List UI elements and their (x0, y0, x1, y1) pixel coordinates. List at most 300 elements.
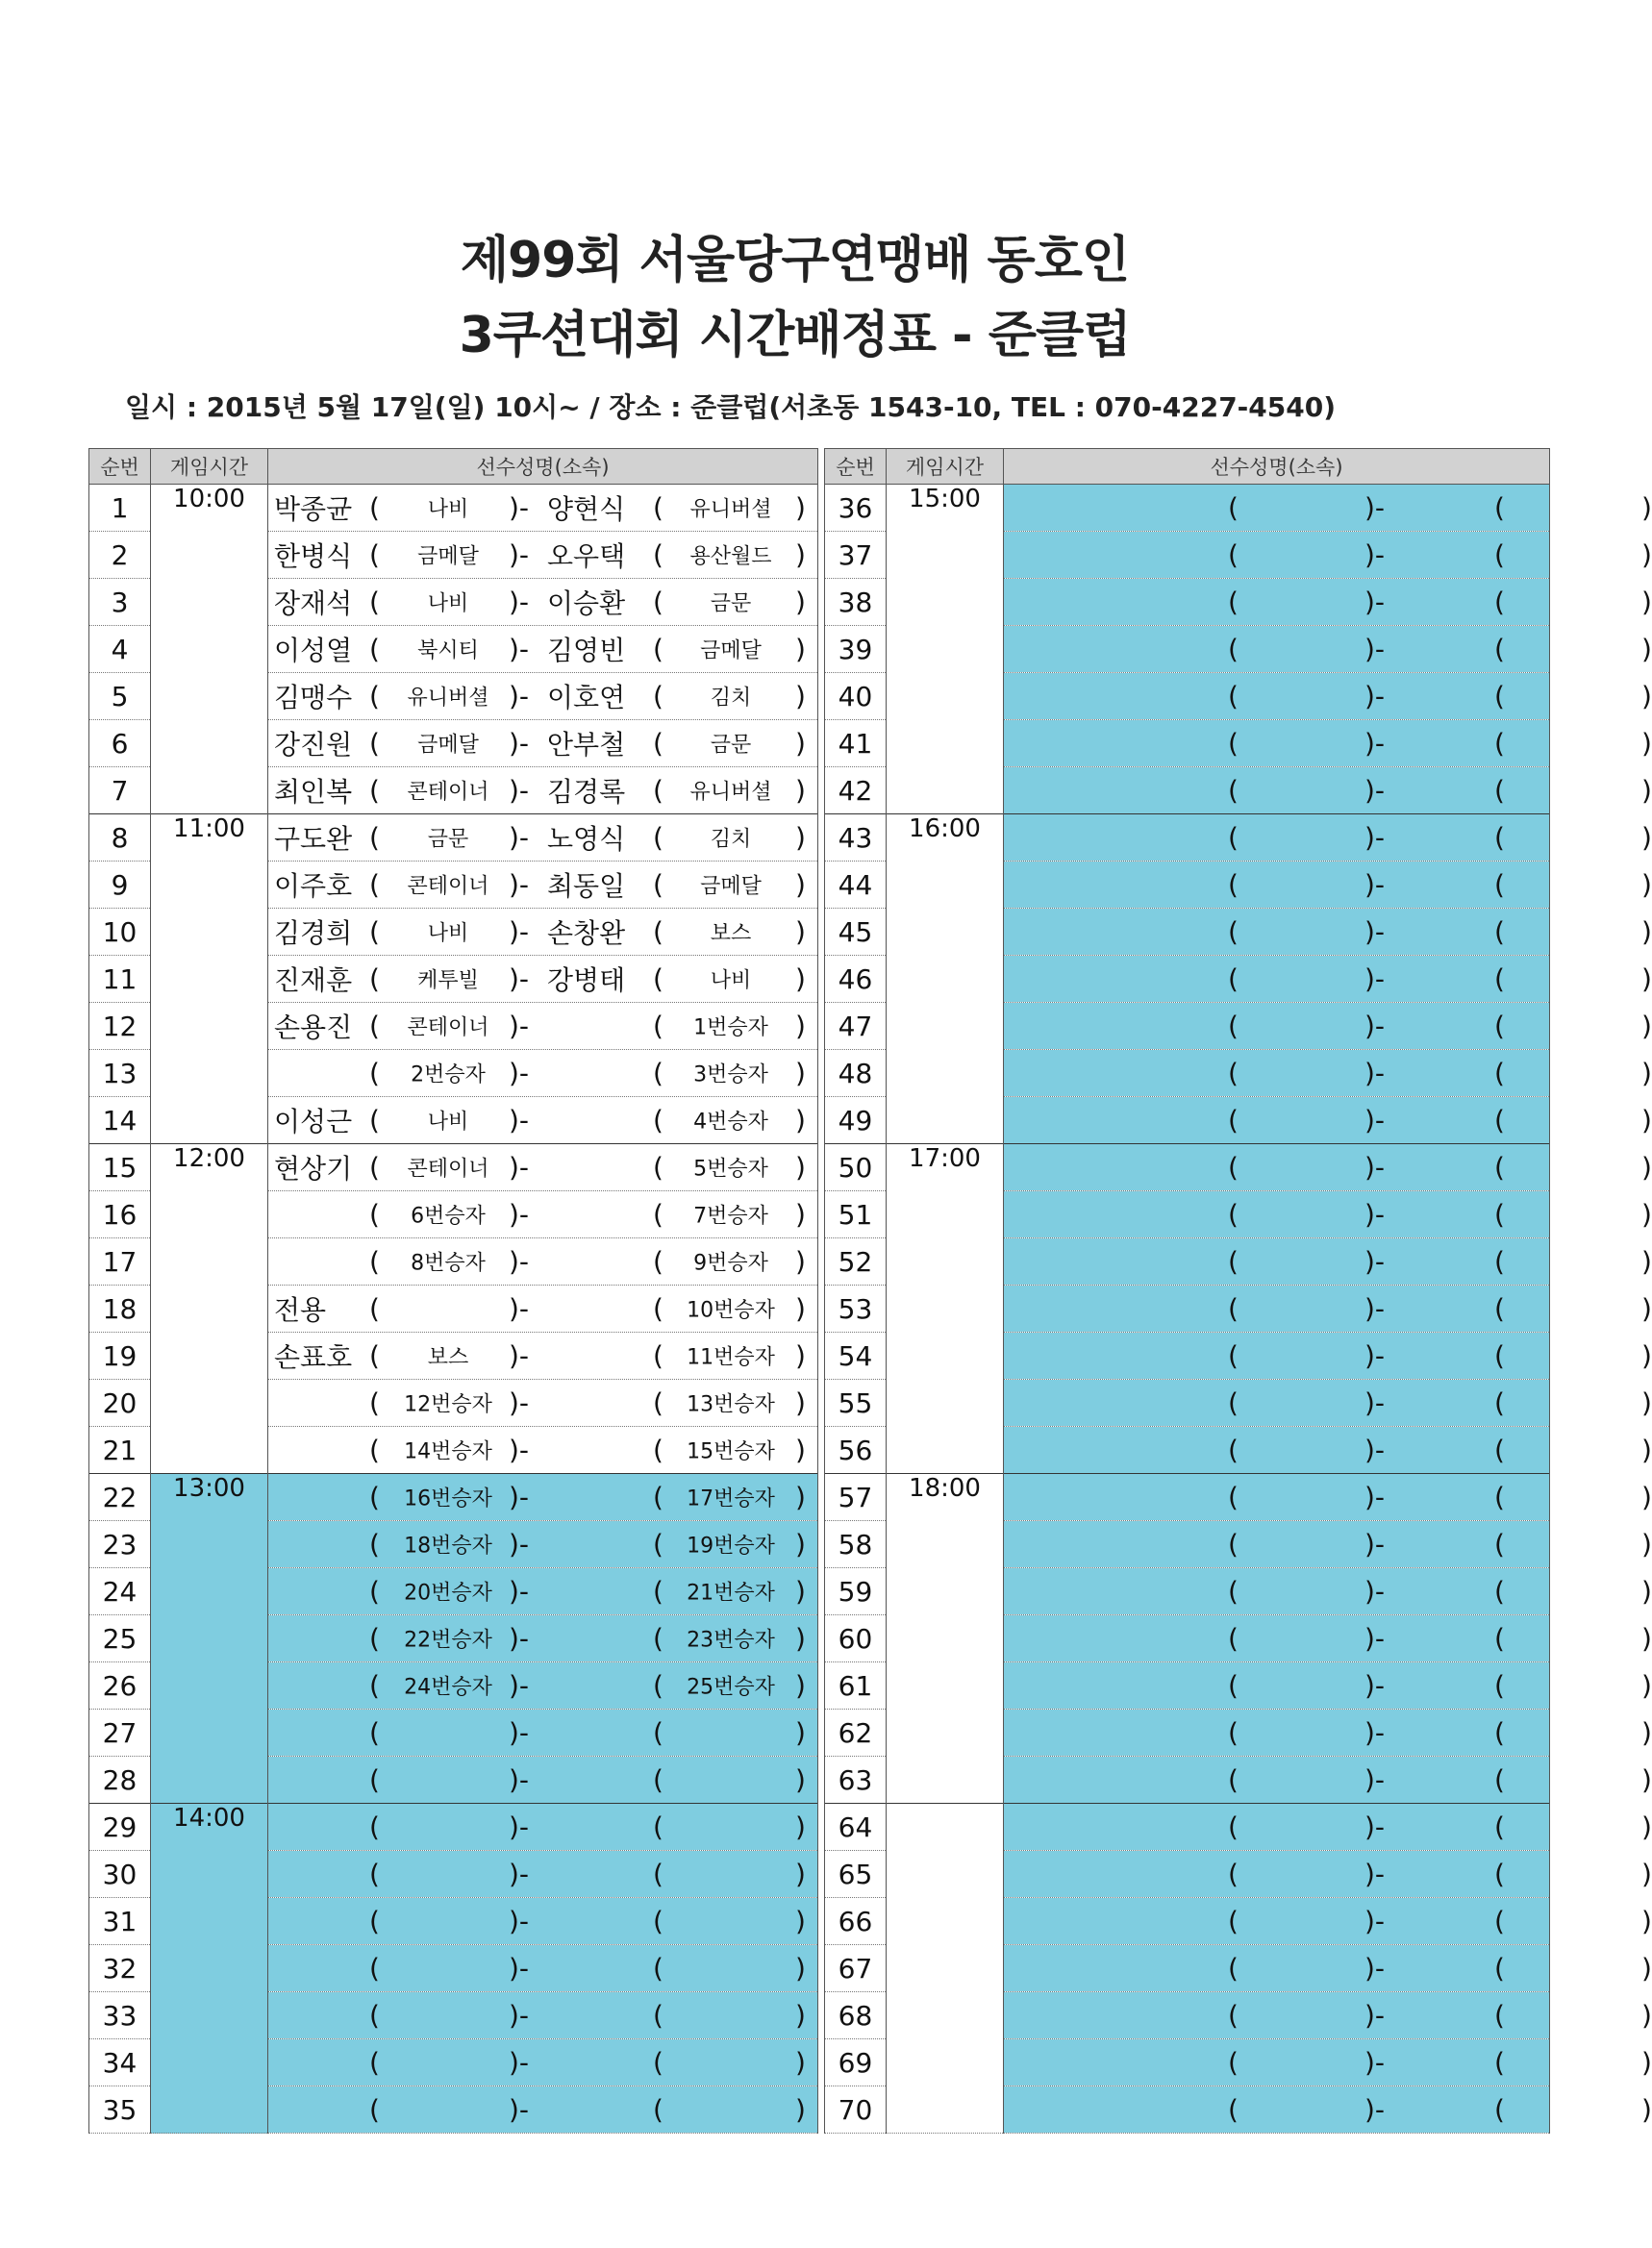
paren-close: ) (795, 1716, 806, 1749)
paren-close: ) (1641, 1905, 1652, 1937)
paren-open: ( (1228, 491, 1239, 524)
match-number: 31 (89, 1898, 151, 1945)
player1-name: 구도완 (274, 823, 353, 855)
paren-open: ( (369, 1481, 380, 1513)
players-cell (1004, 1144, 1652, 1191)
paren-open: ( (1494, 1952, 1505, 1985)
paren-close-dash: )- (1364, 1622, 1386, 1655)
paren-open: ( (1228, 1198, 1239, 1231)
match-number: 24 (89, 1568, 151, 1615)
player2-affiliation: 13번승자 (687, 1392, 775, 1417)
player2-affiliation: 3번승자 (693, 1062, 768, 1087)
match-number: 43 (825, 814, 887, 862)
paren-close: ) (1641, 868, 1652, 901)
paren-open: ( (1228, 586, 1239, 618)
paren-open: ( (369, 1622, 380, 1655)
player2-name: 안부철 (547, 729, 626, 761)
paren-close: ) (795, 915, 806, 948)
player2-name: 오우택 (547, 540, 626, 572)
match-number: 48 (825, 1050, 887, 1097)
player1-name: 이성근 (274, 1106, 353, 1137)
paren-close-dash: )- (509, 1104, 530, 1136)
paren-close: ) (1641, 1763, 1652, 1796)
paren-open: ( (1494, 821, 1505, 854)
paren-open: ( (653, 1811, 663, 1843)
table-row (825, 485, 1550, 532)
players-cell (1004, 1097, 1652, 1144)
paren-open: ( (653, 1339, 663, 1372)
paren-close-dash: )- (1364, 727, 1386, 760)
paren-close: ) (1641, 1481, 1652, 1513)
match-number: 2 (89, 532, 151, 579)
paren-open: ( (1228, 2046, 1239, 2079)
title-line-1: 제99회 서울당구연맹배 동호인 (460, 232, 1130, 289)
table-header (89, 449, 818, 485)
paren-close-dash: )- (1364, 586, 1386, 618)
paren-close-dash: )- (1364, 1057, 1386, 1089)
player1-affiliation: 20번승자 (404, 1581, 492, 1606)
players-cell (268, 1097, 818, 1144)
paren-open: ( (653, 1905, 663, 1937)
player2-name: 양현식 (547, 493, 626, 525)
players-cell (268, 1521, 818, 1568)
paren-open: ( (369, 1528, 380, 1561)
header-time: 게임시간 (151, 449, 268, 485)
match-number: 37 (825, 532, 887, 579)
paren-open: ( (653, 1481, 663, 1513)
player2-affiliation: 금문 (710, 733, 752, 758)
players-cell (1004, 2086, 1652, 2134)
paren-open: ( (653, 1575, 663, 1608)
paren-open: ( (369, 2046, 380, 2079)
players-cell (1004, 1757, 1652, 1804)
match-number: 18 (89, 1286, 151, 1333)
table-row (89, 1804, 818, 1851)
paren-close-dash: )- (509, 2093, 530, 2126)
player2-affiliation: 4번승자 (693, 1110, 768, 1135)
player2-name: 이승환 (547, 587, 626, 619)
paren-open: ( (1494, 1905, 1505, 1937)
paren-open: ( (1494, 1575, 1505, 1608)
player2-affiliation: 김치 (710, 686, 752, 711)
match-number: 20 (89, 1380, 151, 1427)
player1-name: 장재석 (274, 587, 353, 619)
players-cell (1004, 532, 1652, 579)
paren-open: ( (1494, 680, 1505, 712)
paren-close: ) (795, 727, 806, 760)
paren-open: ( (653, 1434, 663, 1466)
paren-open: ( (369, 774, 380, 807)
match-number: 4 (89, 626, 151, 673)
header-time: 게임시간 (887, 449, 1004, 485)
players-cell (1004, 1710, 1652, 1757)
player1-name: 전용 (274, 1294, 327, 1326)
players-cell (268, 532, 818, 579)
players-cell (268, 814, 818, 862)
match-number: 52 (825, 1238, 887, 1286)
paren-open: ( (369, 1669, 380, 1702)
player1-affiliation: 8번승자 (411, 1251, 486, 1276)
players-cell (268, 1615, 818, 1662)
paren-close: ) (1641, 774, 1652, 807)
paren-open: ( (653, 1057, 663, 1089)
paren-close-dash: )- (509, 1669, 530, 1702)
paren-open: ( (369, 1905, 380, 1937)
match-number: 34 (89, 2039, 151, 2086)
players-cell (1004, 626, 1652, 673)
match-number: 17 (89, 1238, 151, 1286)
player1-affiliation: 2번승자 (411, 1062, 486, 1087)
match-number: 19 (89, 1333, 151, 1380)
paren-close: ) (795, 821, 806, 854)
match-number: 12 (89, 1003, 151, 1050)
paren-open: ( (1494, 1999, 1505, 2032)
match-number: 8 (89, 814, 151, 862)
paren-open: ( (369, 633, 380, 665)
paren-close: ) (1641, 2093, 1652, 2126)
players-cell (268, 626, 818, 673)
paren-close-dash: )- (509, 1386, 530, 1419)
match-number: 70 (825, 2086, 887, 2134)
player1-affiliation: 콘테이너 (407, 874, 489, 899)
paren-open: ( (1494, 1528, 1505, 1561)
paren-close: ) (1641, 727, 1652, 760)
paren-close-dash: )- (509, 1010, 530, 1042)
paren-open: ( (369, 1811, 380, 1843)
paren-close: ) (1641, 538, 1652, 571)
paren-close: ) (1641, 1292, 1652, 1325)
player1-name: 김맹수 (274, 682, 353, 713)
paren-close-dash: )- (509, 1339, 530, 1372)
paren-open: ( (653, 538, 663, 571)
table-row (825, 1474, 1550, 1521)
player2-name: 이호연 (547, 682, 626, 713)
paren-close: ) (1641, 962, 1652, 995)
paren-open: ( (369, 2093, 380, 2126)
paren-close-dash: )- (509, 491, 530, 524)
match-number: 58 (825, 1521, 887, 1568)
match-number: 41 (825, 720, 887, 767)
paren-close-dash: )- (1364, 1669, 1386, 1702)
paren-open: ( (653, 680, 663, 712)
paren-open: ( (653, 2093, 663, 2126)
paren-close-dash: )- (509, 962, 530, 995)
paren-open: ( (1494, 868, 1505, 901)
paren-close: ) (795, 1622, 806, 1655)
players-cell (1004, 1521, 1652, 1568)
paren-close-dash: )- (1364, 1716, 1386, 1749)
paren-open: ( (1228, 1057, 1239, 1089)
players-cell (268, 862, 818, 909)
paren-open: ( (1228, 1010, 1239, 1042)
paren-open: ( (369, 1151, 380, 1184)
match-number: 42 (825, 767, 887, 814)
match-number: 5 (89, 673, 151, 720)
match-number: 25 (89, 1615, 151, 1662)
paren-close: ) (795, 1905, 806, 1937)
table-row (89, 1144, 818, 1191)
player2-affiliation: 금문 (710, 591, 752, 616)
title-line-2: 3쿠션대회 시간배정표 - 준클럽 (459, 307, 1131, 364)
players-cell (1004, 1333, 1652, 1380)
paren-close-dash: )- (509, 1905, 530, 1937)
paren-open: ( (369, 915, 380, 948)
paren-open: ( (1228, 1952, 1239, 1985)
players-cell (268, 1003, 818, 1050)
players-cell (268, 1333, 818, 1380)
paren-close-dash: )- (1364, 1339, 1386, 1372)
paren-open: ( (653, 774, 663, 807)
players-cell (268, 1427, 818, 1474)
paren-open: ( (1228, 1763, 1239, 1796)
player1-affiliation: 나비 (427, 1110, 469, 1135)
player2-name: 김영빈 (547, 635, 626, 666)
game-time: 18:00 (887, 1474, 1004, 1804)
paren-close-dash: )- (1364, 1386, 1386, 1419)
players-cell (1004, 1474, 1652, 1521)
paren-open: ( (369, 1339, 380, 1372)
paren-open: ( (1494, 1763, 1505, 1796)
paren-close-dash: )- (1364, 2093, 1386, 2126)
paren-close: ) (1641, 1010, 1652, 1042)
paren-close-dash: )- (509, 1434, 530, 1466)
paren-close: ) (795, 491, 806, 524)
paren-open: ( (1228, 821, 1239, 854)
player1-affiliation: 18번승자 (404, 1534, 492, 1559)
paren-open: ( (369, 1292, 380, 1325)
match-number: 6 (89, 720, 151, 767)
players-cell (268, 2039, 818, 2086)
paren-open: ( (1494, 1716, 1505, 1749)
paren-open: ( (1228, 962, 1239, 995)
paren-close-dash: )- (509, 1481, 530, 1513)
players-cell (1004, 1427, 1652, 1474)
paren-close-dash: )- (1364, 491, 1386, 524)
player1-name: 현상기 (274, 1153, 353, 1185)
paren-open: ( (369, 680, 380, 712)
player2-affiliation: 23번승자 (687, 1628, 775, 1653)
player2-name: 최동일 (547, 870, 626, 902)
player1-affiliation: 콘테이너 (407, 1157, 489, 1182)
paren-close: ) (1641, 2046, 1652, 2079)
players-cell (1004, 1851, 1652, 1898)
player2-affiliation: 금메달 (700, 874, 762, 899)
paren-open: ( (1228, 1151, 1239, 1184)
players-cell (268, 1568, 818, 1615)
paren-close-dash: )- (1364, 1528, 1386, 1561)
game-time: 10:00 (151, 485, 268, 814)
game-time (887, 1804, 1004, 2134)
player2-name: 손창완 (547, 917, 626, 949)
match-number: 27 (89, 1710, 151, 1757)
table-row (89, 814, 818, 862)
paren-open: ( (1494, 915, 1505, 948)
paren-open: ( (653, 1292, 663, 1325)
player2-affiliation: 나비 (710, 968, 752, 993)
paren-open: ( (1494, 1386, 1505, 1419)
player2-affiliation: 15번승자 (687, 1439, 775, 1464)
paren-close-dash: )- (509, 1057, 530, 1089)
header-num: 순번 (825, 449, 887, 485)
match-number: 69 (825, 2039, 887, 2086)
paren-open: ( (1228, 1292, 1239, 1325)
paren-close: ) (1641, 1811, 1652, 1843)
paren-open: ( (1494, 2093, 1505, 2126)
paren-open: ( (1228, 915, 1239, 948)
match-number: 38 (825, 579, 887, 626)
players-cell (268, 1710, 818, 1757)
paren-close-dash: )- (509, 1999, 530, 2032)
match-number: 14 (89, 1097, 151, 1144)
players-cell (268, 1851, 818, 1898)
match-number: 1 (89, 485, 151, 532)
paren-close: ) (795, 774, 806, 807)
paren-close: ) (795, 1858, 806, 1890)
player1-name: 손표호 (274, 1341, 353, 1373)
match-number: 53 (825, 1286, 887, 1333)
player1-affiliation: 14번승자 (404, 1439, 492, 1464)
paren-open: ( (1228, 1905, 1239, 1937)
paren-open: ( (1228, 1245, 1239, 1278)
paren-open: ( (1228, 727, 1239, 760)
paren-close-dash: )- (1364, 1575, 1386, 1608)
paren-close-dash: )- (1364, 1434, 1386, 1466)
paren-close-dash: )- (509, 1811, 530, 1843)
paren-close: ) (795, 868, 806, 901)
paren-open: ( (1494, 1339, 1505, 1372)
match-number: 3 (89, 579, 151, 626)
players-cell (1004, 720, 1652, 767)
match-number: 59 (825, 1568, 887, 1615)
paren-close-dash: )- (1364, 1763, 1386, 1796)
paren-close: ) (795, 1151, 806, 1184)
paren-open: ( (653, 821, 663, 854)
players-cell (1004, 1191, 1652, 1238)
match-number: 54 (825, 1333, 887, 1380)
paren-open: ( (1494, 1811, 1505, 1843)
paren-close-dash: )- (509, 1858, 530, 1890)
paren-open: ( (1494, 1245, 1505, 1278)
paren-open: ( (1228, 1104, 1239, 1136)
paren-close-dash: )- (1364, 1010, 1386, 1042)
player2-affiliation: 금메달 (700, 638, 762, 663)
player2-name: 강병태 (547, 964, 626, 996)
paren-close-dash: )- (509, 1245, 530, 1278)
paren-close-dash: )- (1364, 633, 1386, 665)
paren-open: ( (653, 586, 663, 618)
paren-close: ) (1641, 680, 1652, 712)
paren-open: ( (1228, 1481, 1239, 1513)
paren-open: ( (1228, 680, 1239, 712)
paren-close-dash: )- (1364, 1245, 1386, 1278)
paren-open: ( (1228, 1339, 1239, 1372)
game-time: 11:00 (151, 814, 268, 1144)
paren-close-dash: )- (509, 1198, 530, 1231)
player2-affiliation: 유니버셜 (689, 497, 772, 522)
paren-open: ( (1228, 868, 1239, 901)
event-info: 일시 : 2015년 5월 17일(일) 10시~ / 장소 : 준클럽(서초동 1543-10, TEL : 070-4227-4540) (125, 391, 1337, 423)
player1-affiliation: 6번승자 (411, 1204, 486, 1229)
paren-close-dash: )- (509, 2046, 530, 2079)
header-players: 선수성명(소속) (268, 449, 818, 485)
paren-close: ) (1641, 1434, 1652, 1466)
paren-close-dash: )- (509, 1292, 530, 1325)
players-cell (268, 673, 818, 720)
paren-close: ) (1641, 1716, 1652, 1749)
players-cell (1004, 1568, 1652, 1615)
paren-close-dash: )- (1364, 1104, 1386, 1136)
players-cell (268, 1992, 818, 2039)
match-number: 26 (89, 1662, 151, 1710)
paren-close-dash: )- (509, 680, 530, 712)
players-cell (1004, 1003, 1652, 1050)
paren-close-dash: )- (509, 633, 530, 665)
paren-close: ) (795, 586, 806, 618)
players-cell (268, 2086, 818, 2134)
player2-name: 김경록 (547, 776, 626, 808)
player1-affiliation: 나비 (427, 591, 469, 616)
paren-close-dash: )- (1364, 821, 1386, 854)
game-time: 12:00 (151, 1144, 268, 1474)
paren-open: ( (1228, 774, 1239, 807)
player1-affiliation: 금메달 (417, 544, 479, 569)
player1-name: 진재훈 (274, 964, 353, 996)
match-number: 56 (825, 1427, 887, 1474)
paren-close-dash: )- (1364, 774, 1386, 807)
players-cell (268, 485, 818, 532)
player2-affiliation: 용산월드 (689, 544, 772, 569)
paren-open: ( (1228, 538, 1239, 571)
paren-open: ( (653, 1999, 663, 2032)
paren-close-dash: )- (509, 915, 530, 948)
player1-affiliation: 24번승자 (404, 1675, 492, 1700)
player1-name: 이주호 (274, 870, 353, 902)
match-number: 63 (825, 1757, 887, 1804)
paren-close: ) (1641, 1057, 1652, 1089)
table-row (89, 1474, 818, 1521)
paren-open: ( (653, 1622, 663, 1655)
paren-open: ( (1494, 1669, 1505, 1702)
match-number: 66 (825, 1898, 887, 1945)
players-cell (1004, 1050, 1652, 1097)
paren-open: ( (369, 1999, 380, 2032)
match-number: 62 (825, 1710, 887, 1757)
paren-close: ) (795, 1386, 806, 1419)
paren-close-dash: )- (509, 727, 530, 760)
players-cell (1004, 1238, 1652, 1286)
paren-close: ) (795, 1481, 806, 1513)
player1-affiliation: 북시티 (417, 638, 479, 663)
player2-affiliation: 1번승자 (693, 1015, 768, 1040)
paren-close: ) (795, 1339, 806, 1372)
paren-close: ) (795, 1528, 806, 1561)
paren-close: ) (795, 2046, 806, 2079)
player2-affiliation: 19번승자 (687, 1534, 775, 1559)
paren-close: ) (1641, 1858, 1652, 1890)
paren-close-dash: )- (509, 538, 530, 571)
player2-name: 노영식 (547, 823, 626, 855)
paren-open: ( (1228, 1669, 1239, 1702)
paren-open: ( (369, 821, 380, 854)
paren-open: ( (653, 1198, 663, 1231)
paren-open: ( (1494, 1858, 1505, 1890)
player1-name: 박종균 (274, 493, 353, 525)
paren-open: ( (1494, 1198, 1505, 1231)
paren-open: ( (1228, 1999, 1239, 2032)
paren-close: ) (795, 1669, 806, 1702)
paren-open: ( (1494, 1622, 1505, 1655)
paren-open: ( (653, 962, 663, 995)
